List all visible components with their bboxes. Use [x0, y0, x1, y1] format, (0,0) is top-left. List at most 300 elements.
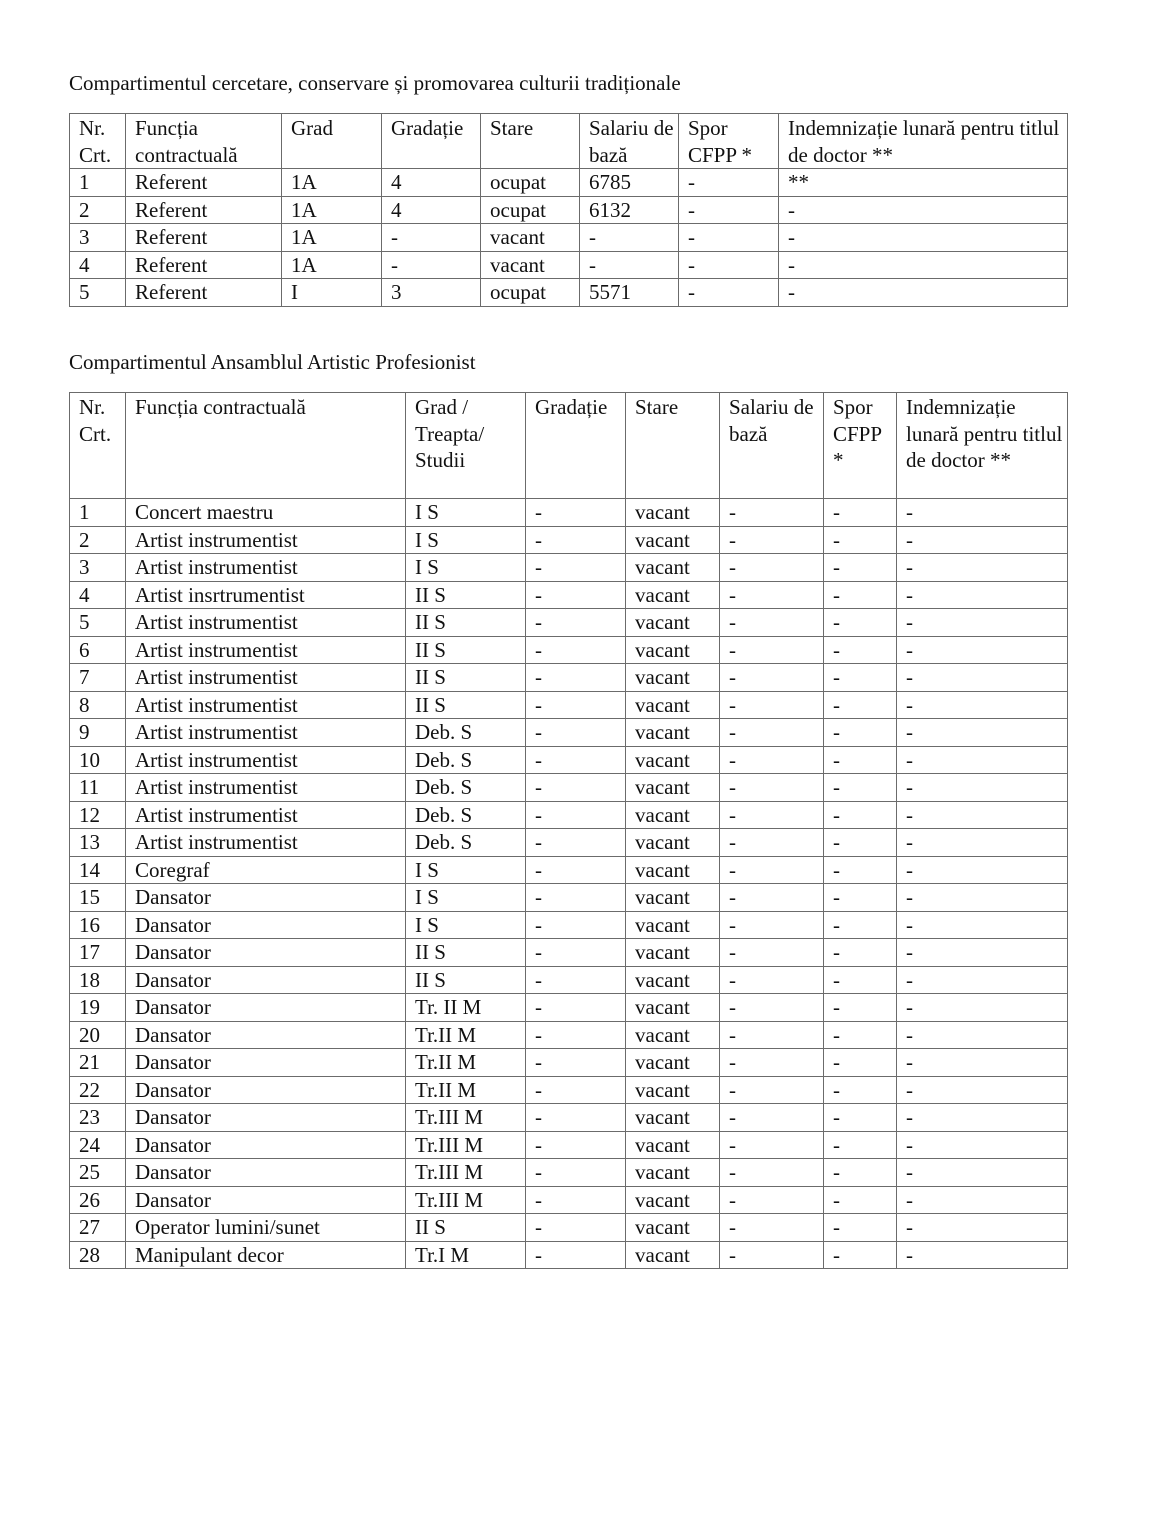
cell-salariu: - — [720, 884, 824, 912]
table-row — [70, 1049, 1068, 1077]
cell-nr-crt: 24 — [70, 1131, 126, 1159]
column-header-spor-cfpp: Spor CFPP * — [824, 393, 897, 499]
cell-stare: vacant — [626, 1021, 720, 1049]
cell-stare: vacant — [626, 581, 720, 609]
cell-spor-cfpp: - — [824, 1159, 897, 1187]
cell-stare: vacant — [481, 251, 580, 279]
cell-gradatie: - — [526, 911, 626, 939]
cell-functia: Artist instrumentist — [126, 636, 406, 664]
cell-spor-cfpp: - — [824, 746, 897, 774]
cell-grad: Tr. II M — [406, 994, 526, 1022]
cell-salariu: - — [720, 664, 824, 692]
cell-stare: vacant — [481, 224, 580, 252]
cell-gradatie: - — [526, 1159, 626, 1187]
cell-grad: Tr.III M — [406, 1159, 526, 1187]
cell-functia: Concert maestru — [126, 499, 406, 527]
section2-title: Compartimentul Ansamblul Artistic Profesionist — [69, 350, 476, 374]
table-row — [70, 526, 1068, 554]
cell-salariu: - — [720, 966, 824, 994]
cell-gradatie: - — [526, 499, 626, 527]
cell-nr-crt: 3 — [70, 554, 126, 582]
cell-spor-cfpp: - — [679, 169, 779, 197]
cell-spor-cfpp: - — [824, 1049, 897, 1077]
cell-salariu: - — [720, 829, 824, 857]
cell-grad: II S — [406, 1214, 526, 1242]
cell-functia: Dansator — [126, 1021, 406, 1049]
cell-indemnizatie: - — [897, 554, 1068, 582]
cell-indemnizatie: ** — [779, 169, 1068, 197]
table-row — [70, 966, 1068, 994]
cell-stare: vacant — [626, 1214, 720, 1242]
table-row — [70, 939, 1068, 967]
cell-indemnizatie: - — [897, 664, 1068, 692]
cell-spor-cfpp: - — [679, 224, 779, 252]
cell-functia: Coregraf — [126, 856, 406, 884]
cell-nr-crt: 3 — [70, 224, 126, 252]
cell-gradatie: - — [526, 884, 626, 912]
cell-salariu: - — [720, 856, 824, 884]
cell-spor-cfpp: - — [824, 664, 897, 692]
column-header-salariu: Salariu de bază — [720, 393, 824, 499]
cell-stare: vacant — [626, 829, 720, 857]
cell-salariu: - — [720, 499, 824, 527]
cell-grad: Tr.III M — [406, 1104, 526, 1132]
cell-salariu: 5571 — [580, 279, 679, 307]
cell-indemnizatie: - — [897, 719, 1068, 747]
cell-nr-crt: 2 — [70, 526, 126, 554]
table-row — [70, 196, 1068, 224]
cell-grad: Deb. S — [406, 719, 526, 747]
cell-spor-cfpp: - — [679, 279, 779, 307]
cell-salariu: - — [720, 554, 824, 582]
cell-functia: Dansator — [126, 1076, 406, 1104]
cell-nr-crt: 28 — [70, 1241, 126, 1269]
cell-gradatie: - — [526, 719, 626, 747]
cell-grad: Tr.III M — [406, 1131, 526, 1159]
cell-spor-cfpp: - — [824, 499, 897, 527]
cell-functia: Dansator — [126, 966, 406, 994]
cell-stare: ocupat — [481, 196, 580, 224]
cell-indemnizatie: - — [897, 1159, 1068, 1187]
cell-spor-cfpp: - — [824, 856, 897, 884]
cell-spor-cfpp: - — [824, 719, 897, 747]
column-header-gradatie: Gradație — [526, 393, 626, 499]
cell-salariu: - — [720, 1159, 824, 1187]
table-row — [70, 884, 1068, 912]
cell-functia: Referent — [126, 196, 282, 224]
cell-nr-crt: 4 — [70, 251, 126, 279]
table-row — [70, 774, 1068, 802]
cell-salariu: - — [580, 224, 679, 252]
cell-salariu: - — [720, 746, 824, 774]
cell-gradatie: - — [382, 224, 481, 252]
cell-stare: ocupat — [481, 279, 580, 307]
cell-functia: Operator lumini/sunet — [126, 1214, 406, 1242]
cell-grad: Deb. S — [406, 801, 526, 829]
cell-stare: vacant — [626, 746, 720, 774]
cell-nr-crt: 1 — [70, 169, 126, 197]
cell-functia: Dansator — [126, 1186, 406, 1214]
cell-salariu: - — [720, 581, 824, 609]
cell-indemnizatie: - — [897, 636, 1068, 664]
cell-functia: Referent — [126, 251, 282, 279]
cell-functia: Dansator — [126, 994, 406, 1022]
cell-grad: Tr.II M — [406, 1049, 526, 1077]
cell-salariu: - — [720, 526, 824, 554]
cell-salariu: - — [720, 636, 824, 664]
cell-indemnizatie: - — [779, 224, 1068, 252]
cell-functia: Artist instrumentist — [126, 664, 406, 692]
table-row — [70, 279, 1068, 307]
cell-grad: I S — [406, 911, 526, 939]
cell-nr-crt: 14 — [70, 856, 126, 884]
cell-indemnizatie: - — [897, 1049, 1068, 1077]
table-row — [70, 719, 1068, 747]
cell-nr-crt: 17 — [70, 939, 126, 967]
cell-grad: II S — [406, 939, 526, 967]
cell-salariu: - — [580, 251, 679, 279]
cell-indemnizatie: - — [897, 691, 1068, 719]
cell-nr-crt: 21 — [70, 1049, 126, 1077]
section1-title: Compartimentul cercetare, conservare și promovarea culturii tradiționale — [69, 71, 681, 95]
cell-spor-cfpp: - — [679, 196, 779, 224]
cell-gradatie: - — [526, 1021, 626, 1049]
cell-indemnizatie: - — [897, 581, 1068, 609]
cell-nr-crt: 9 — [70, 719, 126, 747]
cell-spor-cfpp: - — [824, 636, 897, 664]
table-row — [70, 1186, 1068, 1214]
cell-nr-crt: 1 — [70, 499, 126, 527]
cell-salariu: - — [720, 1104, 824, 1132]
cell-stare: vacant — [626, 1186, 720, 1214]
cell-indemnizatie: - — [897, 994, 1068, 1022]
cell-grad: Deb. S — [406, 746, 526, 774]
cell-functia: Artist instrumentist — [126, 801, 406, 829]
cell-functia: Dansator — [126, 911, 406, 939]
cell-gradatie: - — [526, 1214, 626, 1242]
cell-indemnizatie: - — [897, 966, 1068, 994]
cell-indemnizatie: - — [897, 499, 1068, 527]
cell-gradatie: 3 — [382, 279, 481, 307]
cell-grad: II S — [406, 636, 526, 664]
cell-indemnizatie: - — [897, 1021, 1068, 1049]
cell-indemnizatie: - — [897, 801, 1068, 829]
column-header-spor-cfpp: Spor CFPP * — [679, 114, 779, 169]
cell-stare: vacant — [626, 1104, 720, 1132]
cell-salariu: - — [720, 609, 824, 637]
cell-salariu: - — [720, 1241, 824, 1269]
cell-grad: Tr.II M — [406, 1076, 526, 1104]
cell-salariu: - — [720, 1076, 824, 1104]
cell-indemnizatie: - — [897, 746, 1068, 774]
cell-gradatie: - — [526, 581, 626, 609]
cell-spor-cfpp: - — [824, 1076, 897, 1104]
cell-grad: I S — [406, 554, 526, 582]
cell-stare: vacant — [626, 499, 720, 527]
cell-spor-cfpp: - — [824, 691, 897, 719]
table-row — [70, 1021, 1068, 1049]
cell-spor-cfpp: - — [824, 884, 897, 912]
cell-gradatie: - — [526, 664, 626, 692]
table-ansamblu — [69, 392, 1068, 1269]
table-row — [70, 499, 1068, 527]
cell-gradatie: - — [526, 691, 626, 719]
cell-indemnizatie: - — [897, 911, 1068, 939]
table-row — [70, 1214, 1068, 1242]
cell-stare: vacant — [626, 884, 720, 912]
cell-nr-crt: 5 — [70, 609, 126, 637]
table-row — [70, 664, 1068, 692]
cell-grad: I — [282, 279, 382, 307]
table-row — [70, 1076, 1068, 1104]
column-header-functia: Funcția contractuală — [126, 393, 406, 499]
cell-indemnizatie: - — [897, 939, 1068, 967]
cell-grad: I S — [406, 884, 526, 912]
cell-functia: Dansator — [126, 939, 406, 967]
cell-grad: Tr.III M — [406, 1186, 526, 1214]
cell-stare: vacant — [626, 1131, 720, 1159]
cell-stare: vacant — [626, 856, 720, 884]
cell-nr-crt: 16 — [70, 911, 126, 939]
cell-stare: vacant — [626, 1241, 720, 1269]
cell-stare: vacant — [626, 1049, 720, 1077]
cell-grad: II S — [406, 691, 526, 719]
cell-nr-crt: 11 — [70, 774, 126, 802]
cell-nr-crt: 6 — [70, 636, 126, 664]
cell-stare: vacant — [626, 966, 720, 994]
cell-nr-crt: 12 — [70, 801, 126, 829]
table-row — [70, 1131, 1068, 1159]
cell-salariu: - — [720, 1021, 824, 1049]
cell-spor-cfpp: - — [824, 774, 897, 802]
cell-stare: vacant — [626, 774, 720, 802]
cell-spor-cfpp: - — [824, 1214, 897, 1242]
cell-nr-crt: 13 — [70, 829, 126, 857]
cell-functia: Artist instrumentist — [126, 829, 406, 857]
cell-gradatie: - — [526, 856, 626, 884]
table-row — [70, 224, 1068, 252]
cell-nr-crt: 15 — [70, 884, 126, 912]
table-row — [70, 169, 1068, 197]
cell-stare: vacant — [626, 1076, 720, 1104]
cell-salariu: 6132 — [580, 196, 679, 224]
table-row — [70, 856, 1068, 884]
cell-salariu: - — [720, 911, 824, 939]
cell-indemnizatie: - — [779, 251, 1068, 279]
cell-stare: vacant — [626, 526, 720, 554]
cell-stare: vacant — [626, 664, 720, 692]
cell-gradatie: - — [526, 939, 626, 967]
cell-salariu: 6785 — [580, 169, 679, 197]
cell-nr-crt: 23 — [70, 1104, 126, 1132]
cell-spor-cfpp: - — [824, 1021, 897, 1049]
cell-nr-crt: 8 — [70, 691, 126, 719]
column-header-nr-crt: Nr. Crt. — [70, 393, 126, 499]
cell-nr-crt: 2 — [70, 196, 126, 224]
cell-nr-crt: 27 — [70, 1214, 126, 1242]
cell-grad: II S — [406, 966, 526, 994]
cell-functia: Artist instrumentist — [126, 774, 406, 802]
table-row — [70, 1104, 1068, 1132]
table-row — [70, 251, 1068, 279]
column-header-grad: Grad — [282, 114, 382, 169]
cell-gradatie: - — [526, 994, 626, 1022]
table-row — [70, 801, 1068, 829]
cell-nr-crt: 26 — [70, 1186, 126, 1214]
cell-indemnizatie: - — [897, 1104, 1068, 1132]
cell-indemnizatie: - — [897, 1186, 1068, 1214]
cell-gradatie: - — [526, 609, 626, 637]
cell-nr-crt: 22 — [70, 1076, 126, 1104]
cell-stare: vacant — [626, 691, 720, 719]
cell-salariu: - — [720, 1214, 824, 1242]
cell-grad: II S — [406, 609, 526, 637]
cell-stare: vacant — [626, 609, 720, 637]
cell-functia: Artist instrumentist — [126, 554, 406, 582]
cell-gradatie: - — [526, 774, 626, 802]
cell-functia: Referent — [126, 169, 282, 197]
cell-gradatie: - — [526, 1049, 626, 1077]
cell-grad: 1A — [282, 169, 382, 197]
cell-gradatie: - — [526, 801, 626, 829]
cell-nr-crt: 4 — [70, 581, 126, 609]
column-header-gradatie: Gradație — [382, 114, 481, 169]
cell-stare: vacant — [626, 801, 720, 829]
cell-nr-crt: 25 — [70, 1159, 126, 1187]
table-row — [70, 636, 1068, 664]
table-row — [70, 1241, 1068, 1269]
cell-salariu: - — [720, 1186, 824, 1214]
cell-spor-cfpp: - — [824, 911, 897, 939]
cell-functia: Artist instrumentist — [126, 691, 406, 719]
cell-salariu: - — [720, 719, 824, 747]
cell-spor-cfpp: - — [824, 829, 897, 857]
cell-grad: Deb. S — [406, 829, 526, 857]
cell-functia: Artist instrumentist — [126, 609, 406, 637]
cell-gradatie: - — [526, 1241, 626, 1269]
cell-stare: vacant — [626, 719, 720, 747]
cell-functia: Manipulant decor — [126, 1241, 406, 1269]
table-header-row — [70, 114, 1068, 169]
table-header-row — [70, 393, 1068, 499]
cell-salariu: - — [720, 1131, 824, 1159]
cell-nr-crt: 19 — [70, 994, 126, 1022]
cell-gradatie: - — [526, 1186, 626, 1214]
cell-spor-cfpp: - — [824, 801, 897, 829]
cell-grad: 1A — [282, 224, 382, 252]
cell-salariu: - — [720, 774, 824, 802]
table-row — [70, 691, 1068, 719]
cell-stare: vacant — [626, 939, 720, 967]
cell-gradatie: - — [526, 966, 626, 994]
cell-functia: Dansator — [126, 1104, 406, 1132]
cell-functia: Referent — [126, 279, 282, 307]
cell-spor-cfpp: - — [824, 994, 897, 1022]
table-row — [70, 829, 1068, 857]
cell-gradatie: - — [526, 554, 626, 582]
column-header-indemnizatie: Indemnizație lunară pentru titlul de doctor ** — [779, 114, 1068, 169]
cell-indemnizatie: - — [897, 829, 1068, 857]
cell-gradatie: - — [526, 636, 626, 664]
table-row — [70, 1159, 1068, 1187]
cell-indemnizatie: - — [897, 526, 1068, 554]
cell-gradatie: 4 — [382, 196, 481, 224]
table-row — [70, 746, 1068, 774]
cell-spor-cfpp: - — [824, 1131, 897, 1159]
cell-indemnizatie: - — [897, 884, 1068, 912]
cell-gradatie: - — [526, 1076, 626, 1104]
cell-stare: vacant — [626, 554, 720, 582]
cell-grad: I S — [406, 856, 526, 884]
cell-indemnizatie: - — [897, 1131, 1068, 1159]
cell-gradatie: - — [382, 251, 481, 279]
cell-gradatie: - — [526, 1131, 626, 1159]
cell-functia: Artist insrtrumentist — [126, 581, 406, 609]
cell-nr-crt: 10 — [70, 746, 126, 774]
cell-stare: vacant — [626, 994, 720, 1022]
cell-grad: Tr.II M — [406, 1021, 526, 1049]
cell-spor-cfpp: - — [824, 581, 897, 609]
cell-salariu: - — [720, 939, 824, 967]
cell-indemnizatie: - — [897, 609, 1068, 637]
cell-gradatie: - — [526, 746, 626, 774]
cell-salariu: - — [720, 994, 824, 1022]
cell-spor-cfpp: - — [824, 1186, 897, 1214]
cell-grad: II S — [406, 581, 526, 609]
cell-functia: Referent — [126, 224, 282, 252]
cell-nr-crt: 5 — [70, 279, 126, 307]
table-cercetare — [69, 113, 1068, 307]
column-header-functia: Funcția contractuală — [126, 114, 282, 169]
cell-indemnizatie: - — [897, 774, 1068, 802]
cell-nr-crt: 20 — [70, 1021, 126, 1049]
cell-grad: Deb. S — [406, 774, 526, 802]
cell-spor-cfpp: - — [824, 554, 897, 582]
cell-indemnizatie: - — [779, 279, 1068, 307]
cell-stare: ocupat — [481, 169, 580, 197]
cell-spor-cfpp: - — [824, 1241, 897, 1269]
cell-indemnizatie: - — [897, 1214, 1068, 1242]
cell-functia: Dansator — [126, 884, 406, 912]
column-header-indemnizatie: Indemnizație lunară pentru titlul de doctor ** — [897, 393, 1068, 499]
cell-salariu: - — [720, 1049, 824, 1077]
cell-salariu: - — [720, 691, 824, 719]
column-header-stare: Stare — [481, 114, 580, 169]
cell-indemnizatie: - — [897, 1076, 1068, 1104]
cell-grad: I S — [406, 499, 526, 527]
cell-stare: vacant — [626, 911, 720, 939]
cell-indemnizatie: - — [897, 856, 1068, 884]
cell-functia: Artist instrumentist — [126, 746, 406, 774]
cell-functia: Artist instrumentist — [126, 719, 406, 747]
cell-functia: Dansator — [126, 1049, 406, 1077]
cell-grad: 1A — [282, 251, 382, 279]
cell-indemnizatie: - — [779, 196, 1068, 224]
cell-spor-cfpp: - — [824, 939, 897, 967]
cell-nr-crt: 7 — [70, 664, 126, 692]
cell-nr-crt: 18 — [70, 966, 126, 994]
cell-grad: I S — [406, 526, 526, 554]
table-row — [70, 581, 1068, 609]
column-header-nr-crt: Nr. Crt. — [70, 114, 126, 169]
cell-functia: Dansator — [126, 1159, 406, 1187]
table-row — [70, 994, 1068, 1022]
cell-spor-cfpp: - — [824, 609, 897, 637]
table-row — [70, 911, 1068, 939]
cell-stare: vacant — [626, 636, 720, 664]
cell-spor-cfpp: - — [824, 526, 897, 554]
column-header-stare: Stare — [626, 393, 720, 499]
